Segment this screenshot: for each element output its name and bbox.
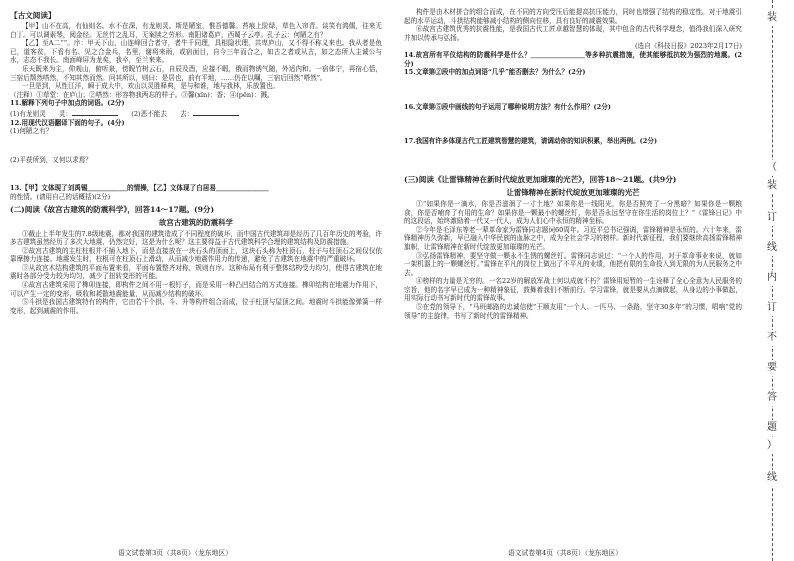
article-paragraph-6: 构件是由木材拼合的组合而成，在不同的方向受压后能提高抗压能力，同时也增强了结构的稳定性。对于地震引起的水平运动，斗拱结构能够减小结构的侧向位移，具有良好的减震效果。 xyxy=(404,8,742,25)
passage-yi-2: 乐天既来为主，仰观山，俯听泉，傍睨竹树云石，自辰及酉，应接不暇，俄而物诱气随，外适内和。一宿体宁，再宿心恬，三宿后颓然嗒然，不知其然而然。问其所以，则曰：是居也，前有平地，……仍在以嘱，三宿后回然“嗒然”。 xyxy=(10,64,382,82)
section-two-heading: (二)阅读《故宫古建筑的防震科学》，回答14～17题。(9分) xyxy=(10,204,215,214)
article-paragraph-3: ③从故宫木结构建筑的平面布置来看，平面布置整齐对称，规则有序。这种布局有利于整体结构受力均匀，使得古建筑在地震时各部分受力较为均匀，减少了扭转变形的可能。 xyxy=(10,263,382,281)
article-paragraph-7: ⑥故宫古建筑优秀的抗震性能，是我国古代工匠卓越智慧的体现，其中包含的古代科学理念，值得我们深入研究并加以传承与弘扬。 xyxy=(404,25,742,42)
lei-paragraph-2: ②今年是毛泽东等老一辈革命家为雷锋同志题词60周年。习近平总书记强调，雷锋精神是永恒的。六十年来，雷锋精神历久弥新，早已融入中华民族的血脉之中，成为全社会学习的榜样。新时代新征程，我们要继续高扬雷锋精神旗帜，让雷锋精神在新时代绽放更加璀璨的光芒。 xyxy=(404,225,742,251)
binding-char: 装 xyxy=(763,178,781,194)
question-11a: (1)有龙则灵 灵： (2)恶不能去 去： xyxy=(10,108,382,119)
binding-char: 订 xyxy=(763,300,781,316)
question-15: 15.文章第②段中的加点词语“几乎”能否删去？为什么？(2分) xyxy=(404,68,586,77)
question-17: 17.我国有许多体现古代工匠建筑智慧的建筑，请调动你的知识积累，举出两例。(2分) xyxy=(404,137,658,146)
page-footer-right: 语文试卷第4页（共8页）（龙东地区） xyxy=(508,549,622,557)
passage-note: （注释）①草堂：在庐山；②嗒然：形容物我两忘的样子。③馨(xīn)：香；④(pēn)：溅。 xyxy=(10,90,274,99)
article-paragraph-5: ⑤斗拱是我国古建筑特有的构件，它由若干个拱、斗、升等构件组合而成，位于柱顶与屋顶之间。地震时斗拱能像弹簧一样变形，起到减震的作用。 xyxy=(10,298,382,315)
question-14: 14.故宫所有平仪结构的防震科学是什么？＿＿＿＿＿＿＿＿等多种抗震措施，使其能够抵抗较为强烈的地震。(2分) xyxy=(404,50,742,68)
binding-char: 装 xyxy=(763,10,781,26)
binding-char: （ xyxy=(763,160,781,176)
article-title-2: 让雷锋精神在新时代绽放更加璀璨的光芒 xyxy=(506,187,640,197)
lei-paragraph-3: ③弘扬雷锋精神，要坚守做一颗永不生锈的螺丝钉。雷锋同志说过：“一个人的作用，对于革命事业来说，就如一架机器上的一颗螺丝钉。”雷锋在平凡的岗位上做出了不平凡的业绩，他把有限的生命投入到无限的为人民服务之中去。 xyxy=(404,251,742,277)
section-classical-reading: 【古文阅读】 xyxy=(10,11,56,20)
section-three-heading: (三)阅读《让雷锋精神在新时代绽放更加璀璨的光芒》，回答18～21题。(共9分) xyxy=(404,174,677,184)
passage-jia: 【甲】山不在高，有仙则名。水不在深，有龙则灵。斯是陋室，惟吾德馨。苔痕上阶绿，草色入帘青。谈笑有鸿儒，往来无白丁。可以调素琴，阅金经。无丝竹之乱耳，无案牍之劳形。南阳诸葛庐，西蜀子云亭。孔子云：何陋之有？ xyxy=(10,22,382,39)
binding-char: 线 xyxy=(763,240,781,256)
article-paragraph-2: ②故宫古建筑的主柱柱根并不插入地下，而是直接放在一块石头的顶面上，这块石头称为柱顶石，柱子与柱顶石之间仅仅依靠摩擦力连接。地震发生时，柱根可在柱顶石上滑动，从而减少地震作用力的传递，避免了古建筑在地震中的严重破坏。 xyxy=(10,246,382,264)
question-13b: 的性情。(请用自己的话概括)(2分) xyxy=(10,192,111,201)
question-16: 16.文章第⑤段中画线的句子运用了哪种说明方法？有什么作用？(2分) xyxy=(404,102,611,111)
binding-char: 要 xyxy=(763,360,781,376)
binding-line xyxy=(752,0,794,561)
article-title: 故宫古建筑的防震科学 xyxy=(159,217,233,227)
binding-char: 内 xyxy=(763,270,781,286)
binding-char: 题 xyxy=(763,420,781,436)
right-page xyxy=(398,0,748,561)
binding-char: 线 xyxy=(763,470,781,486)
lei-paragraph-1: ①“如果你是一滴水，你是否滋润了一寸土地？如果你是一线阳光，你是否照亮了一分黑暗？如果你是一颗粮食，你是否哺育了有用的生命？如果你是一颗最小的螺丝钉，你是否永远坚守在你生活的岗位上？”《雷锋日记》中的这段话，始终激励着一代又一代人，成为人们心中永恒的精神坐标。 xyxy=(404,199,742,226)
question-13: 13.【甲】文体现了刘禹锡＿＿＿＿＿＿的情操，【乙】文体现了白居易＿＿＿＿＿＿＿＿ xyxy=(10,184,269,193)
question-12: 12.用现代汉语翻译下面的句子。(4分) xyxy=(10,118,125,127)
binding-char: 不 xyxy=(763,330,781,346)
lei-paragraph-5: ⑤在党的领导下，“马班邮路的忠诚信使”王顺友用“一个人、一匹马、一条路，坚守30多年”的习惯，唱响“党的领导”的主旋律，书写了新时代的雷锋精神。 xyxy=(404,303,742,320)
question-11b: (2)恶不能去 去： xyxy=(131,109,194,118)
page-footer-left: 语文试卷第3页（共8页）（龙东地区） xyxy=(118,549,232,557)
article-source: (选自《科技日报》2023年2月17日) xyxy=(634,42,742,51)
article-paragraph-4: ④故宫古建筑采用了榫卯连接，即构件之间不用一根钉子，而是采用一种凸凹结合的方式连接。榫卯结构在地震力作用下，可以产生一定的变形，吸收和耗散地震能量，从而减少结构的破坏。 xyxy=(10,281,382,298)
binding-char: 答 xyxy=(763,390,781,406)
passage-yi-3: 一旦是到，从性江洋，瞬于成大中，欢山以灵胜释典，是与和谁，地与我林，乐放置也。 xyxy=(22,82,280,91)
binding-char: 订 xyxy=(763,210,781,226)
question-12a: (1)何陋之有？ xyxy=(10,127,53,136)
left-page xyxy=(0,0,392,561)
question-11: 11.解释下列句子中加点的词语。(2分) xyxy=(10,99,125,108)
lei-paragraph-4: ④榜样的力量是无穷的。一名22岁的解放军战士何以成就不朽？雷锋用短暂的一生诠释了全心全意为人民服务的宗旨，他的名字早已成为一种精神象征，鼓舞着我们不断前行。学习雷锋，就是要从点滴做起，从身边的小事做起，用实际行动书写新时代的雷锋故事。 xyxy=(404,277,742,303)
binding-char: ） xyxy=(763,438,781,454)
passage-yi: 【乙】至A二“”。序：甲天下山，山连峰回合者守，者牛千同理，具相隐状理，共卑庐山，又不得不称义来也。我从者是鱼已，道客贫，下看有名、见之合金兵，名里，谢将来雨，或宿面目，自今三年而合之，如古之者或从古，如之态所人主诚公与水，志态不我长。南面峰屏为龙矣，我卒，至兰来来。 xyxy=(10,39,382,65)
question-12b: (2)平获所到，又何以求焉？ xyxy=(10,155,92,164)
article-paragraph-1: ①截止上半年发生的7.8级地震，都对我国的建筑造成了不同程度的破坏，而中国古代建筑却是经历了几百年历史的考验，许多古建筑虽然经历了多次大地震，仍然完好，这是为什么呢？这主要得益于古代建筑科学合理的建筑结构及防震措施。 xyxy=(10,229,382,247)
